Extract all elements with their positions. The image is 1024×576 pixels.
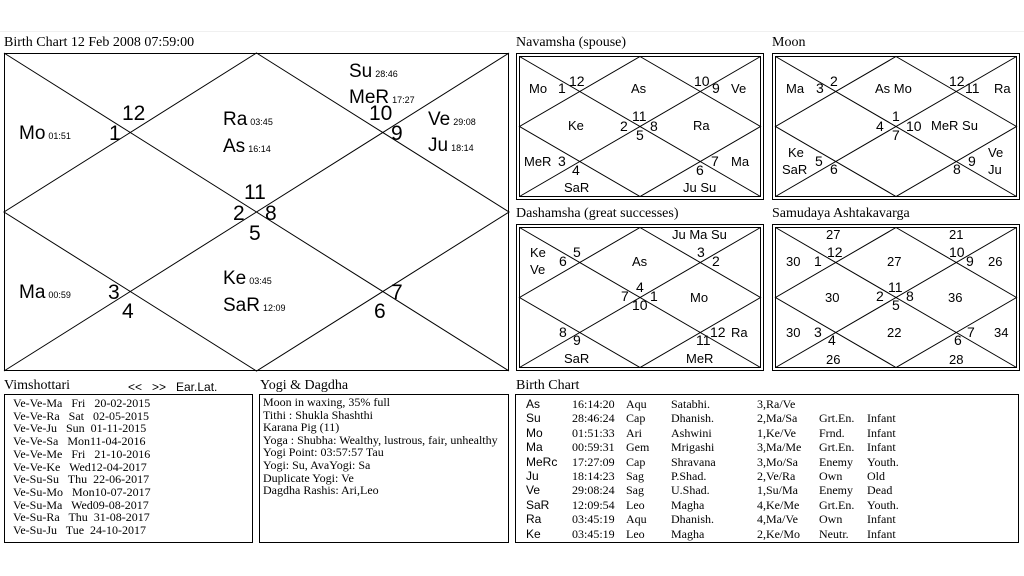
bindu-value: 22	[887, 325, 902, 340]
house-sign-number: 8	[265, 202, 277, 225]
bindu-value: 36	[948, 290, 963, 305]
table-cell: 3,Ma/Me	[757, 440, 802, 455]
birth-chart[interactable]	[4, 53, 509, 371]
table-cell: Grt.En.	[819, 411, 855, 426]
bindu-value: 21	[949, 227, 964, 242]
sign-number: 5	[815, 153, 823, 169]
sign-number: 8	[650, 118, 658, 134]
planet-label: Ma	[786, 81, 805, 96]
yogi-line: Yoga : Shubha: Wealthy, lustrous, fair, unhealthy	[263, 432, 498, 447]
planet-label: Ke	[568, 118, 584, 133]
house-sign-number: 9	[391, 122, 403, 145]
table-row[interactable]	[526, 455, 927, 469]
planet-label: Mo	[690, 290, 709, 305]
table-cell: 2,Ma/Sa	[757, 411, 798, 426]
planet-label: As 16:14	[223, 136, 271, 157]
table-cell: 18:14:23	[572, 469, 615, 484]
bindu-value: 30	[825, 290, 840, 305]
sign-number: 12	[710, 324, 726, 340]
table-cell: 4,Ke/Me	[757, 497, 800, 512]
table-cell: 12:09:54	[572, 497, 615, 512]
planet-name-cell: Su	[526, 411, 541, 426]
table-cell: 16:14:20	[572, 397, 615, 411]
sign-number: 4	[572, 162, 580, 178]
ashtakavarga-title: Samudaya Ashtakavarga	[772, 206, 910, 221]
sign-number: 1	[558, 80, 566, 96]
planet-name-cell: SaR	[526, 497, 550, 512]
planet-name-cell: As	[526, 397, 541, 411]
planet-table-title: Birth Chart	[516, 378, 580, 393]
table-cell: Satabhi.	[671, 397, 710, 411]
sign-number: 10	[906, 118, 922, 134]
planet-label: As Mo	[875, 81, 912, 96]
planet-label: SaR 12:09	[223, 295, 286, 316]
planet-label: MeR Su	[931, 118, 978, 133]
planet-label: Ju Su	[683, 180, 717, 195]
next-button[interactable]: >>	[152, 380, 167, 394]
list-item[interactable]: Ve-Ve-Ju Sun 01-11-2015	[13, 421, 147, 436]
list-item[interactable]: Ve-Su-Ra Thu 31-08-2017	[13, 510, 150, 525]
sign-number: 12	[827, 244, 843, 260]
sign-number: 11	[888, 279, 903, 295]
table-row[interactable]	[526, 527, 927, 541]
sign-number: 12	[569, 73, 585, 89]
house-sign-number: 3	[108, 281, 120, 304]
sign-number: 4	[876, 118, 884, 134]
table-cell: 03:45:19	[572, 512, 615, 527]
moon-chart[interactable]	[772, 53, 1020, 200]
house-sign-number: 10	[369, 102, 393, 125]
table-cell: Infant	[867, 411, 896, 426]
sign-number: 7	[967, 324, 975, 340]
planet-label: Ra	[731, 325, 748, 340]
sign-number: 9	[966, 253, 974, 269]
table-row[interactable]	[526, 512, 927, 526]
planet-label: Ju 18:14	[428, 135, 474, 156]
table-cell: Ashwini	[671, 425, 712, 440]
table-cell: 00:59:31	[572, 440, 615, 455]
planet-label: Ju	[988, 162, 1002, 177]
yogi-line: Yogi: Su, AvaYogi: Sa	[263, 457, 371, 472]
table-cell: 1,Su/Ma	[757, 483, 799, 498]
sign-number: 2	[712, 253, 720, 269]
list-item[interactable]: Ve-Ve-Ke Wed12-04-2017	[13, 459, 147, 474]
earlat-button[interactable]: Ear.Lat.	[176, 380, 218, 394]
table-cell	[819, 397, 867, 411]
navamsha-title: Navamsha (spouse)	[516, 35, 627, 50]
bindu-value: 26	[988, 254, 1003, 269]
table-cell: Gem	[626, 440, 650, 455]
sign-number: 8	[953, 161, 961, 177]
table-cell: Cap	[626, 411, 646, 426]
planet-label: MeR 17:27	[349, 87, 415, 108]
table-cell	[867, 397, 927, 411]
planet-label: As	[631, 81, 647, 96]
planet-label: Ma 00:59	[19, 282, 71, 303]
sign-number: 6	[696, 162, 704, 178]
table-row[interactable]	[526, 469, 927, 483]
planet-name-cell: Mo	[526, 425, 543, 440]
planet-label: Ma	[731, 154, 750, 169]
planet-name-cell: Ve	[526, 483, 541, 498]
table-cell: Leo	[626, 497, 645, 512]
sign-number: 12	[949, 73, 965, 89]
sign-number: 11	[965, 80, 980, 96]
house-sign-number: 5	[249, 222, 261, 245]
bindu-value: 30	[786, 325, 801, 340]
table-cell: 01:51:33	[572, 425, 615, 440]
yogi-line: Yogi Point: 03:57:57 Tau	[263, 445, 384, 460]
table-cell: 3,Ra/Ve	[757, 397, 796, 411]
yogi-title: Yogi & Dagdha	[260, 378, 349, 393]
planet-name-cell: Ma	[526, 440, 543, 455]
table-cell: 29:08:24	[572, 483, 615, 498]
planet-name-cell: Ra	[526, 512, 542, 527]
sign-number: 3	[814, 324, 822, 340]
table-cell: Neutr.	[819, 526, 849, 541]
house-sign-number: 7	[391, 281, 403, 304]
yogi-line: Karana Pig (11)	[263, 420, 340, 435]
sign-number: 8	[559, 324, 567, 340]
sign-number: 11	[632, 108, 647, 124]
sign-number: 3	[697, 244, 705, 260]
yogi-line: Dagdha Rashis: Ari,Leo	[263, 483, 379, 498]
sign-number: 6	[954, 332, 962, 348]
prev-button[interactable]: <<	[128, 380, 143, 394]
planet-label: Ve	[988, 145, 1004, 160]
table-cell: Sag	[626, 469, 644, 484]
top-divider	[0, 31, 1024, 32]
bindu-value: 26	[826, 352, 841, 367]
sign-number: 10	[694, 73, 710, 89]
planet-label: As	[632, 254, 648, 269]
table-cell: Magha	[671, 497, 705, 512]
sign-number: 2	[876, 288, 884, 304]
planet-label: Ra 03:45	[223, 109, 273, 130]
table-cell: Infant	[867, 526, 896, 541]
table-cell: Frnd.	[819, 425, 845, 440]
list-item[interactable]: Ve-Su-Ju Tue 24-10-2017	[13, 523, 147, 538]
planet-name-cell: Ke	[526, 526, 541, 541]
table-cell: Grt.En.	[819, 497, 855, 512]
table-cell: Infant	[867, 425, 896, 440]
sign-number: 1	[650, 288, 658, 304]
sign-number: 10	[632, 297, 648, 313]
list-item[interactable]: Ve-Su-Mo Mon10-07-2017	[13, 484, 151, 499]
sign-number: 9	[573, 332, 581, 348]
sign-number: 1	[814, 253, 822, 269]
table-cell: Infant	[867, 440, 896, 455]
house-sign-number: 1	[109, 122, 121, 145]
list-item[interactable]: Ve-Ve-Me Fri 21-10-2016	[13, 446, 151, 461]
bindu-value: 30	[786, 254, 801, 269]
planet-table[interactable]	[515, 394, 1019, 543]
sign-number: 7	[892, 127, 900, 143]
table-cell: Enemy	[819, 454, 853, 469]
planet-label: Mo	[529, 81, 548, 96]
sign-number: 6	[830, 161, 838, 177]
table-cell: Youth.	[867, 454, 899, 469]
table-cell: 4,Ma/Ve	[757, 512, 798, 527]
sign-number: 11	[696, 332, 711, 348]
yogi-line: Duplicate Yogi: Ve	[263, 470, 354, 485]
bindu-value: 27	[887, 254, 902, 269]
planet-label: Ra	[693, 118, 710, 133]
planet-label: MeR	[524, 154, 552, 169]
dashamsha-title: Dashamsha (great successes)	[516, 206, 679, 221]
bindu-value: 27	[826, 227, 841, 242]
house-sign-number: 6	[374, 300, 386, 323]
table-cell: Ari	[626, 425, 642, 440]
table-cell: Dhanish.	[671, 512, 714, 527]
vimshottari-title: Vimshottari	[4, 378, 71, 393]
table-row[interactable]	[526, 426, 927, 440]
sign-number: 4	[636, 279, 644, 295]
sign-number: 2	[830, 73, 838, 89]
planet-positions-table	[526, 397, 927, 541]
moon-chart-title: Moon	[772, 35, 806, 50]
planet-label: Ve	[731, 81, 747, 96]
yogi-panel	[259, 394, 509, 543]
vimshottari-list[interactable]	[4, 394, 253, 543]
planet-label: Ke	[530, 245, 546, 260]
planet-label: Ju Ma Su	[672, 227, 727, 242]
table-cell: 2,Ve/Ra	[757, 469, 796, 484]
table-row[interactable]	[526, 440, 927, 454]
table-cell: Youth.	[867, 497, 899, 512]
navamsha-chart[interactable]	[516, 53, 764, 200]
sign-number: 5	[573, 244, 581, 260]
table-cell: Sag	[626, 483, 644, 498]
table-cell: Aqu	[626, 397, 647, 411]
table-cell: Old	[867, 469, 885, 484]
planet-label: SaR	[564, 180, 590, 195]
bindu-value: 34	[994, 325, 1009, 340]
house-sign-number: 4	[122, 300, 134, 323]
table-cell: 3,Mo/Sa	[757, 454, 799, 469]
sign-number: 3	[816, 80, 824, 96]
table-row[interactable]	[526, 498, 927, 512]
table-cell: Enemy	[819, 483, 853, 498]
table-cell: Mrigashi	[671, 440, 715, 455]
table-row[interactable]	[526, 483, 927, 497]
table-cell: Infant	[867, 512, 896, 527]
sign-number: 3	[558, 153, 566, 169]
table-row[interactable]	[526, 411, 927, 425]
sign-number: 9	[968, 153, 976, 169]
house-sign-number: 11	[244, 181, 266, 204]
planet-name-cell: Ju	[526, 469, 539, 484]
table-cell: Own	[819, 469, 843, 484]
planet-label: SaR	[782, 162, 808, 177]
sign-number: 8	[906, 288, 914, 304]
main-chart-title: Birth Chart 12 Feb 2008 07:59:00	[4, 35, 195, 50]
table-cell: 28:46:24	[572, 411, 615, 426]
dashamsha-chart[interactable]	[516, 224, 764, 371]
list-item[interactable]: Ve-Ve-Ma Fri 20-02-2015	[13, 396, 151, 410]
table-cell: Magha	[671, 526, 705, 541]
sign-number: 5	[636, 127, 644, 143]
house-sign-number: 12	[122, 102, 146, 125]
sign-number: 10	[949, 244, 965, 260]
planet-label: Mo 01:51	[19, 123, 71, 144]
table-cell: Cap	[626, 454, 646, 469]
table-cell: 03:45:19	[572, 526, 615, 541]
sign-number: 9	[712, 80, 720, 96]
planet-label: Ke	[788, 145, 804, 160]
sign-number: 7	[711, 153, 719, 169]
sign-number: 1	[892, 108, 900, 124]
table-cell: Leo	[626, 526, 645, 541]
table-cell: Dhanish.	[671, 411, 714, 426]
sign-number: 6	[559, 253, 567, 269]
planet-label: Su 28:46	[349, 61, 398, 82]
yogi-line: Moon in waxing, 35% full	[263, 395, 390, 409]
list-item[interactable]: Ve-Su-Su Thu 22-06-2017	[13, 472, 150, 487]
planet-label: Ve	[530, 262, 546, 277]
table-row[interactable]	[526, 397, 927, 411]
list-item[interactable]: Ve-Ve-Ra Sat 02-05-2015	[13, 408, 149, 423]
sign-number: 4	[828, 332, 836, 348]
house-sign-number: 2	[233, 202, 245, 225]
list-item[interactable]: Ve-Ve-Sa Mon11-04-2016	[13, 434, 146, 449]
ashtakavarga-chart[interactable]	[772, 224, 1020, 371]
bindu-value: 28	[949, 352, 964, 367]
table-cell: 2,Ke/Mo	[757, 526, 800, 541]
table-cell: Shravana	[671, 454, 716, 469]
sign-number: 7	[621, 288, 629, 304]
sign-number: 5	[892, 297, 900, 313]
sign-number: 2	[620, 118, 628, 134]
table-cell: Aqu	[626, 512, 647, 527]
planet-name-cell: MeRc	[526, 454, 558, 469]
list-item[interactable]: Ve-Su-Ma Wed09-08-2017	[13, 497, 149, 512]
planet-label: MeR	[686, 351, 714, 366]
planet-label: Ve 29:08	[428, 109, 476, 130]
table-cell: 17:27:09	[572, 454, 615, 469]
planet-label: Ra	[994, 81, 1011, 96]
planet-label: Ke 03:45	[223, 268, 272, 289]
table-cell: U.Shad.	[671, 483, 710, 498]
yogi-line: Tithi : Shukla Shashthi	[263, 407, 373, 422]
table-cell: Dead	[867, 483, 893, 498]
planet-label: SaR	[564, 351, 590, 366]
table-cell: P.Shad.	[671, 469, 707, 484]
table-cell: Own	[819, 512, 843, 527]
table-cell: 1,Ke/Ve	[757, 425, 796, 440]
table-cell: Grt.En.	[819, 440, 855, 455]
